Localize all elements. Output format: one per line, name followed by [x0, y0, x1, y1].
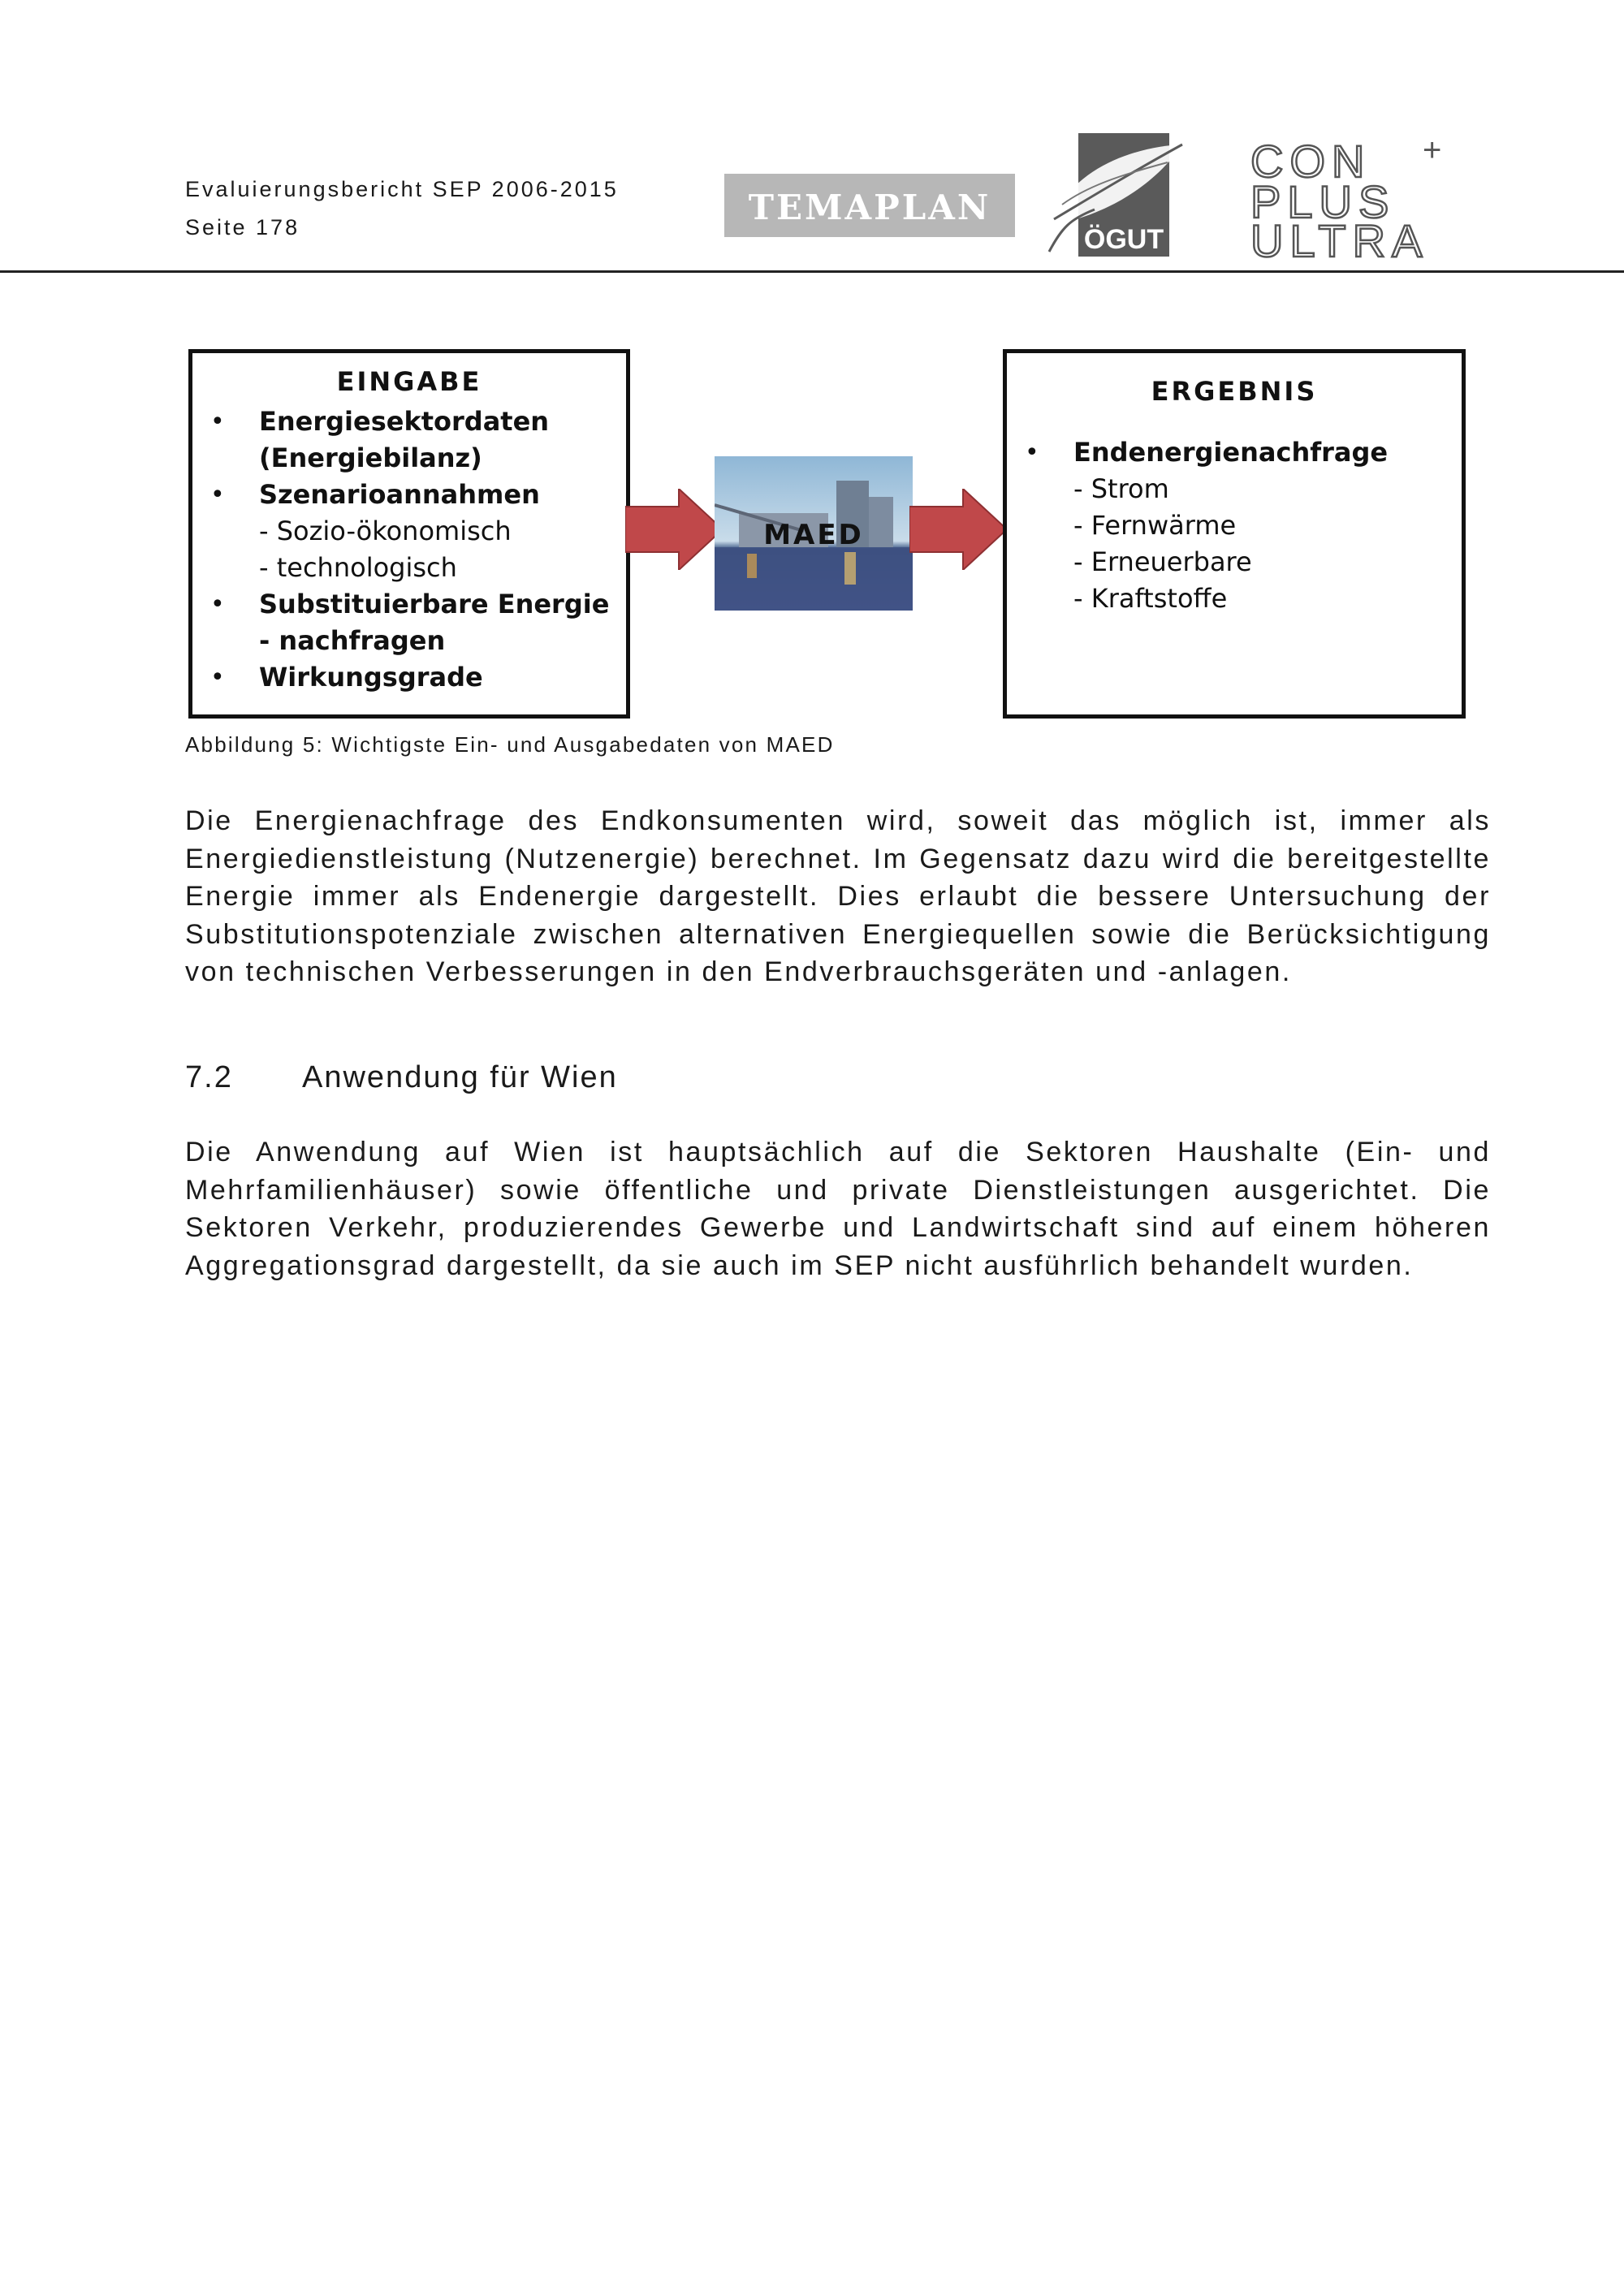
input-list [192, 404, 626, 696]
input-item-wirkungsgrade: Wirkungsgrade [259, 662, 483, 693]
cpu-line-1: CON [1250, 136, 1371, 187]
section-title: Anwendung für Wien [302, 1060, 618, 1094]
list-item [192, 477, 626, 586]
cpu-line-3: ULTRA [1250, 215, 1429, 260]
cpu-plus-sign: + [1423, 136, 1442, 168]
output-box [1003, 349, 1466, 719]
input-box [188, 349, 630, 719]
output-subitem: - Erneuerbare [1073, 546, 1252, 577]
bullet-icon: • [210, 481, 225, 509]
temaplan-logo: TEMAPLAN [724, 174, 1015, 237]
header-divider [0, 270, 1624, 273]
input-item-substituierbare: Substituierbare Energie - nachfragen [259, 589, 610, 656]
list-item [192, 404, 626, 477]
figure-caption: Abbildung 5: Wichtigste Ein- und Ausgabedaten von MAED [185, 732, 835, 757]
paragraph-energienachfrage: Die Energienachfrage des Endkonsumenten wird, soweit das möglich ist, immer als Energiedienstleistung (Nutzenergie) berechnet. Im Gegensatz dazu wird die bereitgestellte Energie immer als Endenergie dargestellt. Dies erlaubt die bessere Untersuchung der Substitutionspotenziale zwischen alternativen Energiequellen sowie die Berücksichtigung von technischen Verbesserungen in den Endverbrauchsgeräten und -anlagen. [185, 805, 1491, 987]
output-list [1007, 434, 1462, 617]
ogut-logo-text: ÖGUT [1083, 224, 1164, 255]
input-subitem: - technologisch [259, 552, 457, 583]
output-subitem: - Kraftstoffe [1073, 583, 1228, 614]
paragraph-anwendung: Die Anwendung auf Wien ist hauptsächlich auf die Sektoren Haushalte (Ein- und Mehrfamilienhäuser) sowie öffentliche und private Dienstleistungen ausgerichtet. Die Sektoren Verkehr, produzierendes Gewerbe und Landwirtschaft sind auf einem höheren Aggregationsgrad dargestellt, da sie auch im SEP nicht ausführlich behandelt wurden. [185, 1137, 1491, 1281]
input-item-energiesektordaten: Energiesektordaten (Energiebilanz) [259, 406, 550, 473]
con-plus-ultra-logo [1250, 136, 1453, 260]
bullet-icon: • [210, 663, 225, 692]
output-item-endenergienachfrage: Endenergienachfrage [1073, 437, 1389, 468]
right-arrow-icon [909, 489, 1007, 570]
output-box-title: ERGEBNIS [1151, 376, 1318, 407]
report-title: Evaluierungsbericht SEP 2006-2015 [185, 177, 619, 201]
page-number: Seite 178 [185, 215, 300, 240]
ogut-logo [1046, 130, 1188, 261]
input-box-title: EINGABE [336, 366, 482, 397]
list-item [1007, 434, 1462, 617]
maed-label: MAED [763, 519, 864, 551]
bullet-icon: • [1025, 438, 1039, 467]
bullet-icon: • [210, 408, 225, 436]
list-item [192, 659, 626, 696]
right-arrow-icon [625, 489, 723, 570]
list-item [192, 586, 626, 659]
input-subitem: - Sozio-ökonomisch [259, 516, 512, 546]
cpu-line-2: PLUS [1250, 176, 1396, 227]
input-item-szenarioannahmen: Szenarioannahmen [259, 479, 540, 510]
bullet-icon: • [210, 590, 225, 619]
output-subitem: - Strom [1073, 473, 1169, 504]
output-subitem: - Fernwärme [1073, 510, 1237, 541]
section-number: 7.2 [185, 1060, 233, 1094]
maed-image [715, 456, 913, 611]
